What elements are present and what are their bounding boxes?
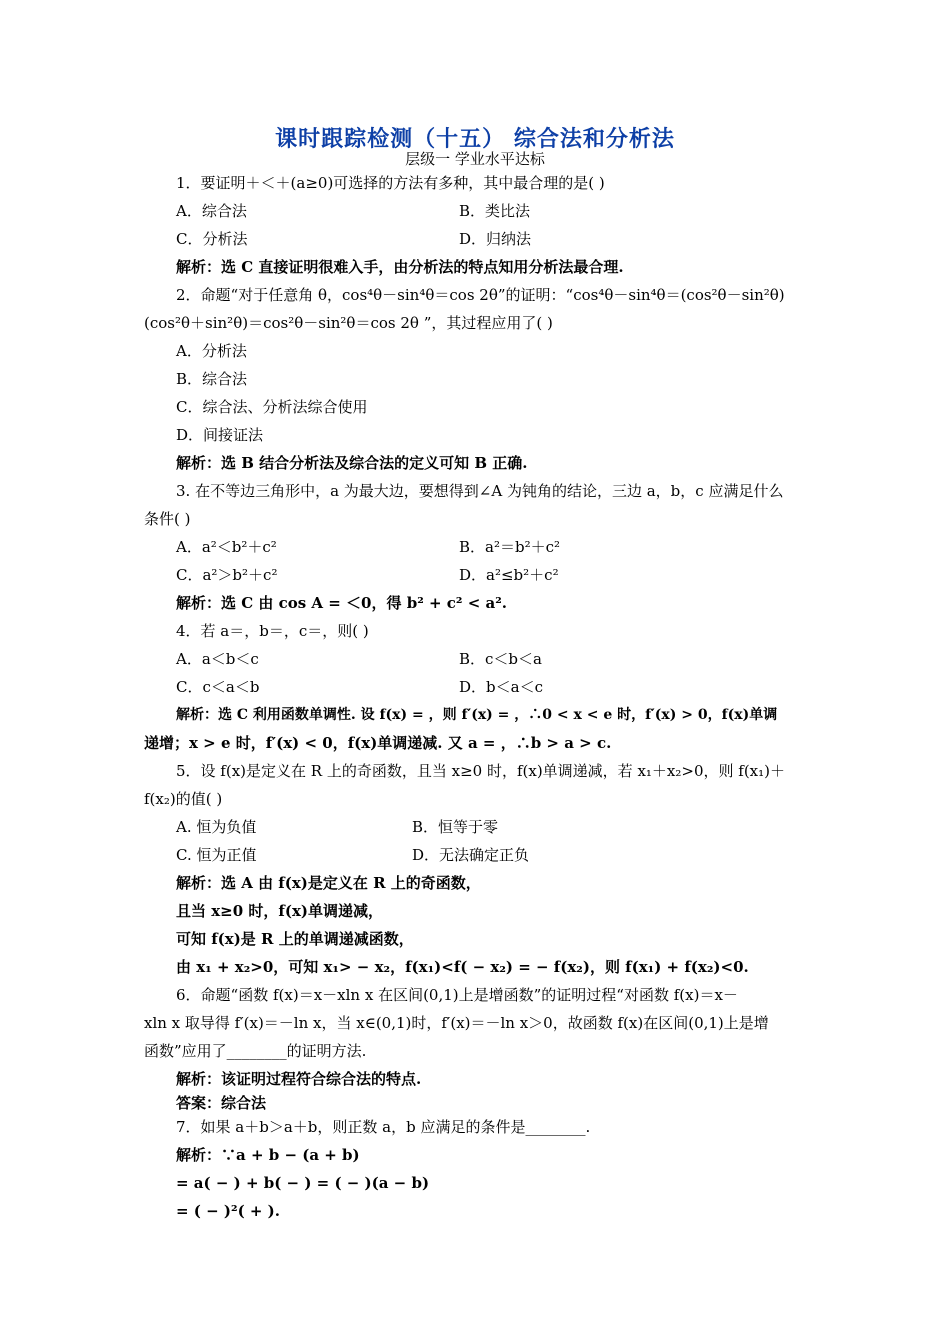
q6-answer: 答案：综合法 (176, 1094, 267, 1112)
q3-option-b: B．a²＝b²＋c² (459, 538, 561, 556)
q4-stem: 4．若 a＝，b＝，c＝，则( ) (176, 622, 369, 640)
q4-option-d: D．b＜a＜c (459, 678, 543, 696)
q2-analysis: 解析：选 B 结合分析法及综合法的定义可知 B 正确. (176, 454, 528, 472)
q5-analysis-line3: 可知 f(x)是 R 上的单调递减函数， (176, 930, 414, 948)
q5-option-a: A. 恒为负值 (176, 818, 257, 836)
q5-analysis-line1: 解析：选 A 由 f(x)是定义在 R 上的奇函数， (176, 874, 481, 892)
q3-analysis: 解析：选 C 由 cos A = ＜0，得 b² + c² < a². (176, 594, 508, 612)
q4-option-b: B．c＜b＜a (459, 650, 542, 668)
page-title: 课时跟踪检测（十五） 综合法和分析法 (275, 126, 675, 152)
q6-stem-line1: 6．命题“函数 f(x)＝x－xln x 在区间(0,1)上是增函数”的证明过程“对函数 f(x)＝x－ (176, 986, 738, 1004)
q2-option-b: B．综合法 (176, 370, 248, 388)
q3-option-d: D．a²≤b²＋c² (459, 566, 559, 584)
q6-stem-line2: xln x 取导得 f′(x)＝－ln x，当 x∈(0,1)时，f′(x)＝－ln x＞0，故函数 f(x)在区间(0,1)上是增 (144, 1014, 769, 1032)
q5-stem-line1: 5．设 f(x)是定义在 R 上的奇函数，且当 x≥0 时，f(x)单调递减，若 x₁＋x₂>0，则 f(x₁)＋ (176, 762, 786, 780)
q3-option-a: A．a²＜b²＋c² (176, 538, 277, 556)
q3-stem-line1: 3. 在不等边三角形中，a 为最大边，要想得到∠A 为钝角的结论，三边 a，b，c 应满足什么 (176, 482, 784, 500)
q6-stem-line3: 函数”应用了________的证明方法. (144, 1042, 367, 1060)
q5-option-b: B．恒等于零 (412, 818, 499, 836)
q5-option-d: D．无法确定正负 (412, 846, 530, 864)
q5-option-c: C. 恒为正值 (176, 846, 257, 864)
q1-option-b: B．类比法 (459, 202, 531, 220)
q2-option-c: C．综合法、分析法综合使用 (176, 398, 368, 416)
q5-analysis-line2: 且当 x≥0 时，f(x)单调递减， (176, 902, 383, 920)
q1-analysis: 解析：选 C 直接证明很难入手，由分析法的特点知用分析法最合理. (176, 258, 624, 276)
q3-stem-line2: 条件( ) (144, 510, 191, 528)
q4-analysis-line1: 解析：选 C 利用函数单调性. 设 f(x) = ，则 f′(x) = ，∴0 < x < e 时，f′(x) > 0，f(x)单调 (176, 707, 778, 723)
q1-option-a: A．综合法 (176, 202, 247, 220)
q5-analysis-line4: 由 x₁ + x₂>0，可知 x₁> − x₂，f(x₁)<f( − x₂) = − f(x₂)，则 f(x₁) + f(x₂)<0. (176, 958, 749, 976)
q7-analysis-line3: = ( − )²( + ). (176, 1202, 280, 1220)
q7-analysis-line2: = a( − ) + b( − ) = ( − )(a − b) (176, 1174, 430, 1192)
q1-option-c: C．分析法 (176, 230, 248, 248)
q3-option-c: C．a²＞b²＋c² (176, 566, 278, 584)
q2-option-d: D．间接证法 (176, 426, 264, 444)
q2-stem-line2: (cos²θ＋sin²θ)＝cos²θ－sin²θ＝cos 2θ ”，其过程应用了( ) (144, 314, 553, 332)
q1-option-d: D．归纳法 (459, 230, 532, 248)
q4-option-c: C．c＜a＜b (176, 678, 260, 696)
page-subtitle: 层级一 学业水平达标 (405, 150, 545, 168)
q1-stem: 1．要证明＋＜＋(a≥0)可选择的方法有多种，其中最合理的是( ) (176, 174, 605, 192)
q4-analysis-line2: 递增；x > e 时，f′(x) < 0，f(x)单调递减. 又 a = ，∴b > a > c. (144, 734, 612, 752)
q6-analysis: 解析：该证明过程符合综合法的特点. (176, 1070, 422, 1088)
q2-stem-line1: 2．命题“对于任意角 θ，cos⁴θ－sin⁴θ＝cos 2θ”的证明：“cos⁴θ－sin⁴θ＝(cos²θ－sin²θ) (176, 286, 785, 304)
q5-stem-line2: f(x₂)的值( ) (144, 790, 223, 808)
q4-option-a: A．a＜b＜c (176, 650, 259, 668)
q2-option-a: A．分析法 (176, 342, 247, 360)
q7-analysis-line1: 解析：∵a + b − (a + b) (176, 1146, 360, 1164)
q7-stem: 7．如果 a＋b＞a＋b，则正数 a，b 应满足的条件是________. (176, 1118, 591, 1136)
